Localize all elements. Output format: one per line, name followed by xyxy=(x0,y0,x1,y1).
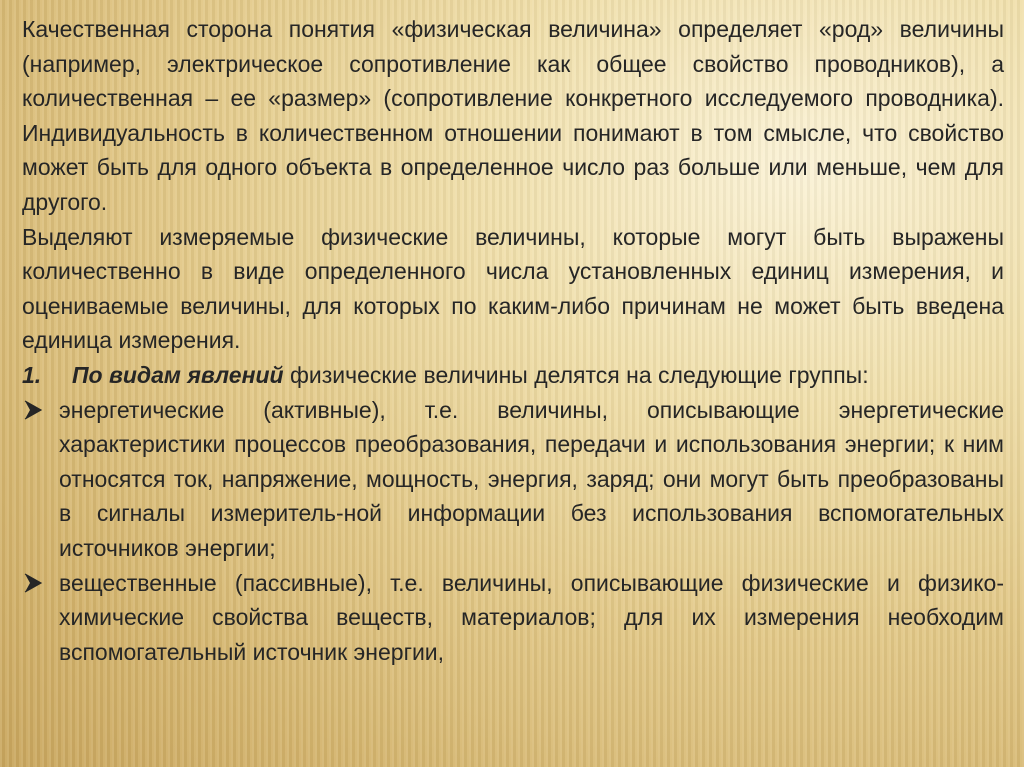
bullet-item-energetic xyxy=(22,393,1004,566)
arrow-bullet-icon xyxy=(22,566,48,600)
numbered-item-marker: 1. xyxy=(22,361,42,388)
bullet-text-energetic: энергетические (активные), т.е. величины, описывающие энергетические характеристики процессов преобразования, передачи и использования энергии; к ним относятся ток, напряжение, мощность, энергия, заряд; они могут быть преобразованы в сигналы измеритель-ной информации без использования вспомогательных источников энергии; xyxy=(59,396,1004,561)
numbered-item xyxy=(22,358,1004,393)
numbered-item-emphasis: По видам явлений xyxy=(72,361,284,388)
arrow-bullet-icon xyxy=(22,393,48,427)
bullet-item-material xyxy=(22,566,1004,670)
bullet-text-material: вещественные (пассивные), т.е. величины, описывающие физические и физико-химические свойства веществ, материалов; для их измерения необходим вспомогательный источник энергии, xyxy=(59,569,1004,665)
paragraph-measurable: Выделяют измеряемые физические величины, которые могут быть выражены количественно в виде определенного числа установленных единиц измерения, и оцениваемые величины, для которых по каким-либо причинам не может быть введена единица измерения. xyxy=(22,223,1004,354)
paragraph-quality: Качественная сторона понятия «физическая величина» определяет «род» величины (например, электрическое сопротивление как общее свойство проводников), а количественная – ее «размер» (сопротивление конкретного исследуемого проводника). Индивидуальность в количественном отношении понимают в том смысле, что свойство может быть для одного объекта в определенное число раз больше или меньше, чем для другого. xyxy=(22,16,1004,215)
numbered-item-text: физические величины делятся на следующие группы: xyxy=(283,361,869,388)
slide-content xyxy=(22,12,1004,669)
